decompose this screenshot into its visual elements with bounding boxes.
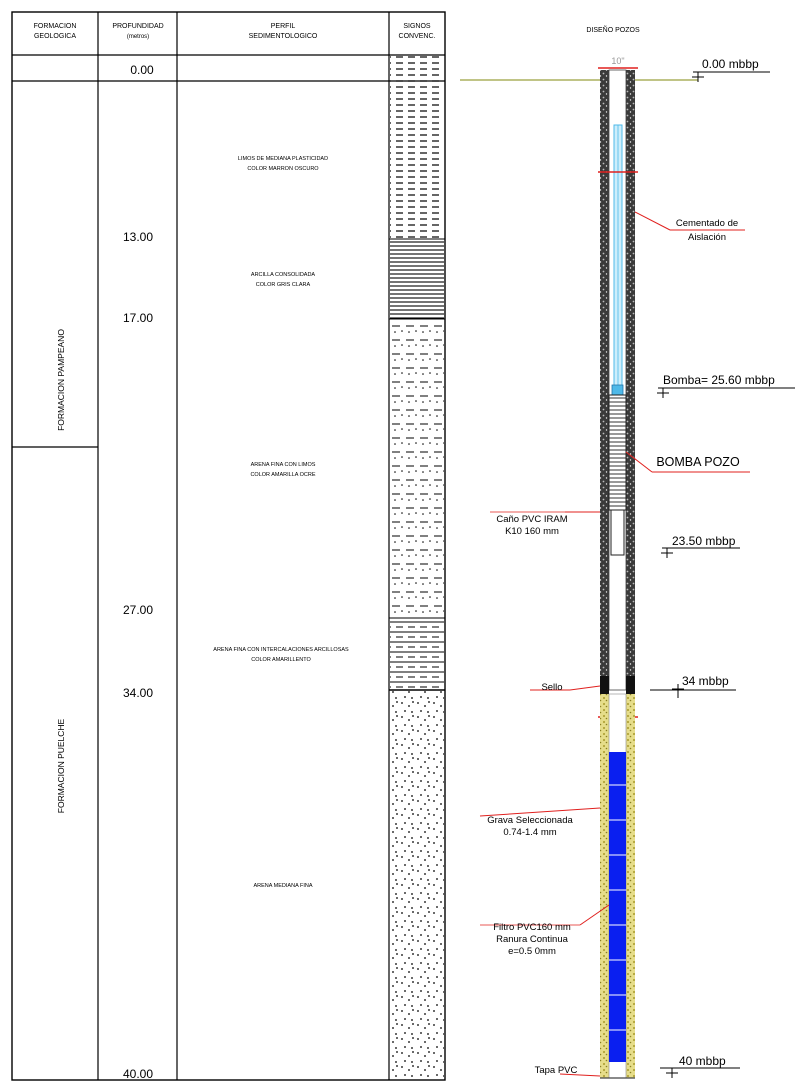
header-formacion-1: FORMACION (33, 23, 77, 30)
level-label: 40 mbbp (679, 1054, 726, 1068)
annotation-sello (530, 682, 600, 693)
filter-screen (609, 752, 626, 1062)
layer-description-arcilla: COLOR GRIS CLARA (255, 282, 311, 288)
cement-annulus-right (626, 70, 635, 690)
annotation-text: Tapa PVC (534, 1065, 578, 1076)
level-marker-2350 (661, 534, 740, 558)
annotation-text: K10 160 mm (505, 526, 559, 537)
well-design (440, 0, 808, 1084)
layer-pattern-arena-limos (390, 319, 444, 618)
formation-pampeano-label: FORMACION PAMPEANO (56, 329, 66, 431)
layer-description-limos: LIMOS DE MEDIANA PLASTICIDAD (237, 156, 329, 162)
layer-description-arena-limos: ARENA FINA CON LIMOS (250, 462, 316, 468)
annotation-text: Cementado de (675, 218, 739, 229)
annotation-text: Filtro PVC160 mm (493, 922, 571, 933)
annotation-filtro (480, 905, 609, 957)
layer-pattern-arena-mediana (390, 690, 444, 1078)
header-formacion-2: GEOLOGICA (33, 33, 77, 40)
header-signos-1: SIGNOS (403, 23, 431, 30)
seal-right (626, 676, 635, 694)
layer-description-arena-intercalaciones: COLOR AMARILLENTO (251, 657, 311, 663)
level-label: 23.50 mbbp (672, 534, 736, 548)
annotation-text: Sello (541, 682, 563, 693)
annotation-text: Aislación (687, 232, 727, 243)
diameter-top-label: 10" (611, 56, 625, 66)
annotation-text: Grava Seleccionada (487, 815, 573, 826)
annotation-text: Ranura Continua (496, 934, 568, 945)
annotation-text: BOMBA POZO (656, 455, 740, 469)
depth-label: 17.00 (122, 311, 154, 325)
layer-pattern-arcilla (390, 239, 444, 319)
header-perfil-1: PERFIL (270, 23, 296, 30)
level-marker-40 (660, 1054, 740, 1078)
annotation-tapa (535, 1065, 600, 1076)
depth-label: 27.00 (122, 603, 154, 617)
annotation-text: Caño PVC IRAM (496, 514, 568, 525)
level-label: 0.00 mbbp (702, 57, 759, 71)
header-profundidad-1: PROFUNDIDAD (112, 23, 164, 30)
level-marker-bomba (657, 373, 795, 398)
pump-motor (611, 510, 624, 555)
gravel-pack-right (626, 694, 635, 1078)
header-profundidad-2: (metros) (126, 34, 150, 40)
annotation-bomba-pozo (626, 452, 750, 472)
depth-label: 13.00 (122, 230, 154, 244)
annotation-cementado (635, 212, 745, 243)
formation-puelche-label: FORMACION PUELCHE (56, 718, 66, 814)
layer-pattern-arena-intercalaciones (390, 618, 444, 690)
level-marker-34 (650, 674, 736, 698)
layer-pattern-limos (390, 56, 444, 239)
header-perfil-2: SEDIMENTOLOGICO (248, 33, 318, 40)
level-marker-0 (692, 57, 770, 82)
depth-label: 40.00 (122, 1067, 154, 1081)
layer-description-arena-limos: COLOR AMARILLA OCRE (250, 472, 316, 478)
annotation-grava (480, 808, 600, 838)
annotation-cano-pvc (490, 512, 600, 537)
well-title: DISEÑO POZOS (586, 27, 640, 34)
cement-annulus-left (600, 70, 609, 690)
annotation-text: e=0.5 0mm (508, 946, 556, 957)
seal-left (600, 676, 609, 694)
header-signos-2: CONVENC. (398, 33, 436, 40)
gravel-pack-left (600, 694, 609, 1078)
layer-description-arcilla: ARCILLA CONSOLIDADA (250, 272, 316, 278)
layer-description-limos: COLOR MARRON OSCURO (247, 166, 319, 172)
level-label: Bomba= 25.60 mbbp (663, 373, 775, 387)
pump-body (609, 395, 626, 510)
level-label: 34 mbbp (682, 674, 729, 688)
layer-description-arena-mediana: ARENA MEDIANA FINA (253, 883, 313, 889)
depth-label: 0.00 (130, 63, 154, 77)
annotation-text: 0.74-1.4 mm (503, 827, 557, 838)
layer-description-arena-intercalaciones: ARENA FINA CON INTERCALACIONES ARCILLOSAS (213, 647, 349, 653)
depth-label: 34.00 (122, 686, 154, 700)
